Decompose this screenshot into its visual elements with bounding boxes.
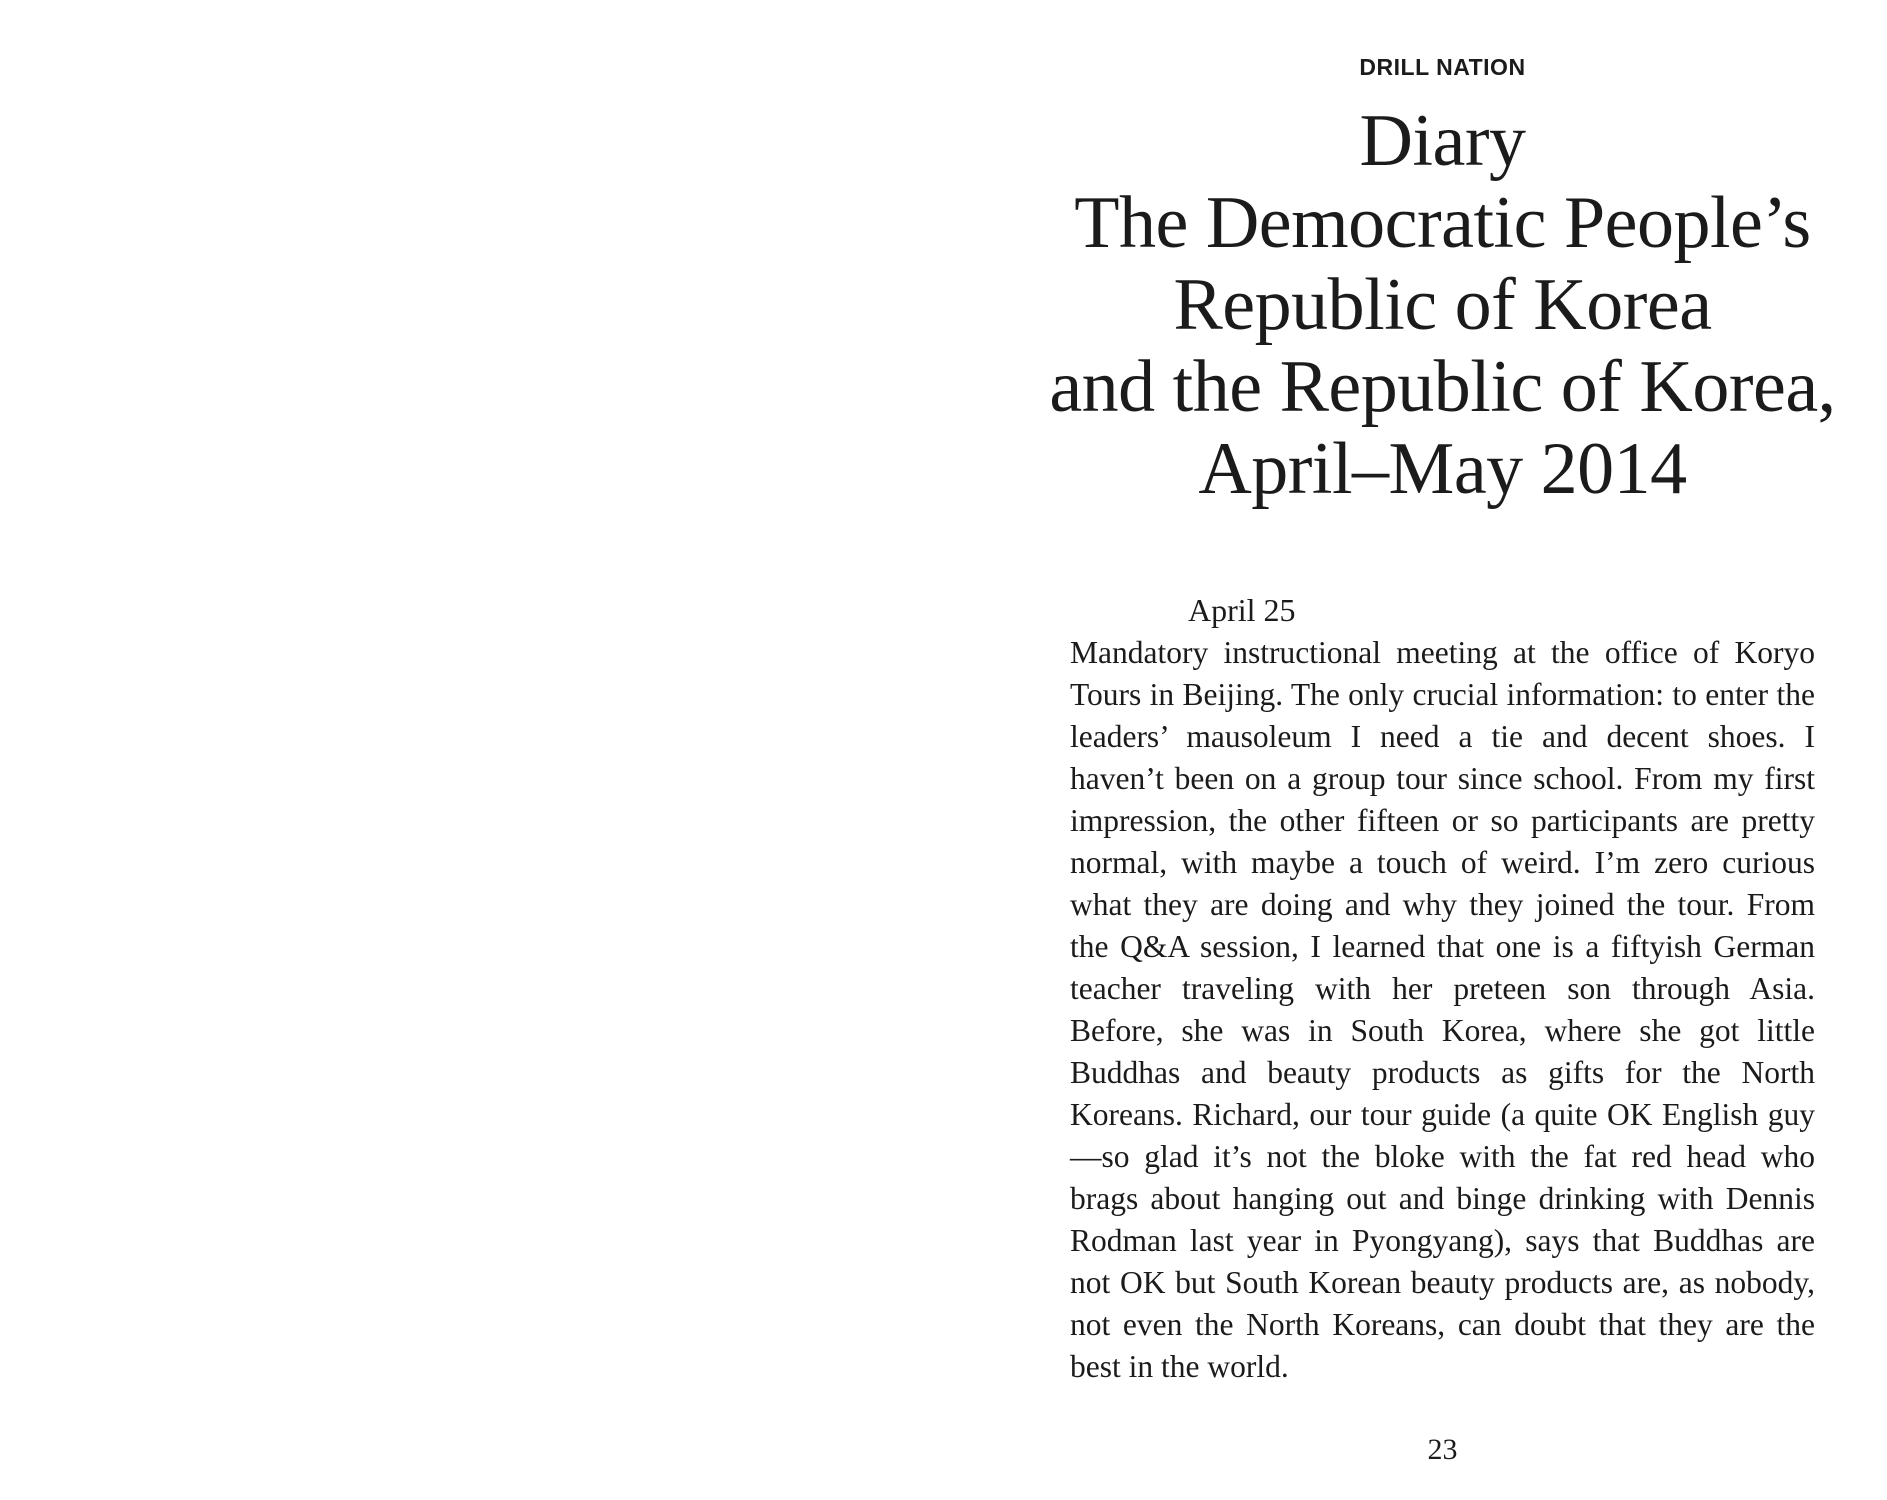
page-number: 23 [1427, 1433, 1458, 1466]
title-line: and the Republic of Korea, [1049, 346, 1836, 428]
entry-date: April 25 [1188, 592, 1296, 628]
left-page-blank [0, 0, 940, 1500]
entry-body-text: Mandatory instructional meeting at the office of Koryo Tours in Beijing. The only crucial information: to enter the leaders’ mausoleum I need a tie and decent shoes. I haven’t been on a group tour since school. From my first impression, the other fifteen or so participants are pretty normal, with maybe a touch of weird. I’m zero curious what they are doing and why they joined the tour. From the Q&A session, I learned that one is a fiftyish German teacher traveling with her preteen son through Asia. Before, she was in South Korea, where she got little Buddhas and beauty products as gifts for the North Koreans. Richard, our tour guide (a quite OK English guy—so glad it’s not the bloke with the fat red head who brags about hanging out and binge drinking with Dennis Rodman last year in Pyongyang), says that Buddhas are not OK but South Korean beauty products are, as nobody, not even the North Koreans, can doubt that they are the best in the world. [1070, 635, 1815, 1384]
running-head: DRILL NATION [1359, 54, 1526, 80]
title-line: Republic of Korea [1173, 264, 1712, 346]
chapter-title [1040, 100, 1845, 510]
title-line: Diary [1359, 100, 1526, 182]
title-line: April–May 2014 [1198, 428, 1687, 510]
title-line: The Democratic People’s [1074, 182, 1811, 264]
